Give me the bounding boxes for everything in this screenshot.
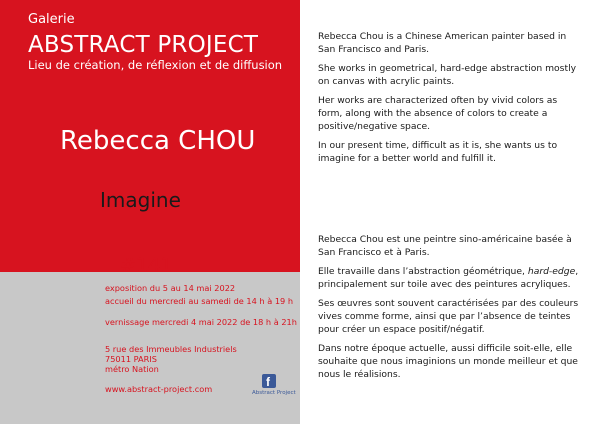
exhibition-number: #141 — [120, 254, 173, 276]
fr-paragraph: Ses œuvres sont souvent caractérisées par des couleurs vives comme forme, ainsi que par l’absence de teintes pour créer un espace positif/négatif. — [318, 298, 579, 335]
fr-emphasis: hard-edge — [527, 266, 576, 277]
fr-paragraph — [318, 265, 580, 291]
address-metro: métro Nation — [105, 364, 159, 374]
en-paragraph: In our present time, difficult as it is, she wants us to imagine for a better world and fulfill it. — [318, 140, 558, 164]
vernissage-info: vernissage mercredi 4 mai 2022 de 18 h à 21h — [105, 317, 297, 327]
exhibition-dates: exposition du 5 au 14 mai 2022 — [105, 283, 236, 293]
english-description — [318, 30, 580, 171]
fr-text: Elle travaille dans l’abstraction géométrique, — [318, 266, 528, 277]
galerie-label: Galerie — [28, 12, 75, 27]
address-street: 5 rue des Immeubles Industriels — [105, 344, 237, 354]
exhibition-title: Imagine — [100, 188, 181, 212]
facebook-glyph: f — [266, 375, 270, 389]
gallery-tagline: Lieu de création, de réflexion et de diffusion — [28, 58, 283, 72]
facebook-label[interactable]: Abstract Project — [252, 390, 296, 396]
address-city: 75011 PARIS — [105, 354, 157, 364]
french-description — [318, 233, 580, 387]
en-paragraph: Rebecca Chou is a Chinese American painter based in San Francisco and Paris. — [318, 31, 567, 55]
en-paragraph: Her works are characterized often by vivid colors as form, along with the absence of colors to create a positive/negative space. — [318, 95, 558, 132]
gallery-name: ABSTRACT PROJECT — [28, 32, 259, 58]
artist-name: Rebecca CHOU — [60, 126, 256, 156]
fr-text: , principalement sur toile avec des peintures acryliques. — [318, 266, 579, 290]
fr-paragraph: Rebecca Chou est une peintre sino-américaine basée à San Francisco et à Paris. — [318, 234, 572, 258]
fr-paragraph: Dans notre époque actuelle, aussi difficile soit-elle, elle souhaite que nous imaginions un monde meilleur et que nous le réalisions. — [318, 343, 578, 380]
website-link[interactable]: www.abstract-project.com — [105, 384, 213, 394]
opening-hours: accueil du mercredi au samedi de 14 h à 19 h — [105, 296, 294, 306]
en-paragraph: She works in geometrical, hard-edge abstraction mostly on canvas with acrylic paints. — [318, 63, 577, 87]
facebook-icon[interactable] — [262, 374, 276, 388]
